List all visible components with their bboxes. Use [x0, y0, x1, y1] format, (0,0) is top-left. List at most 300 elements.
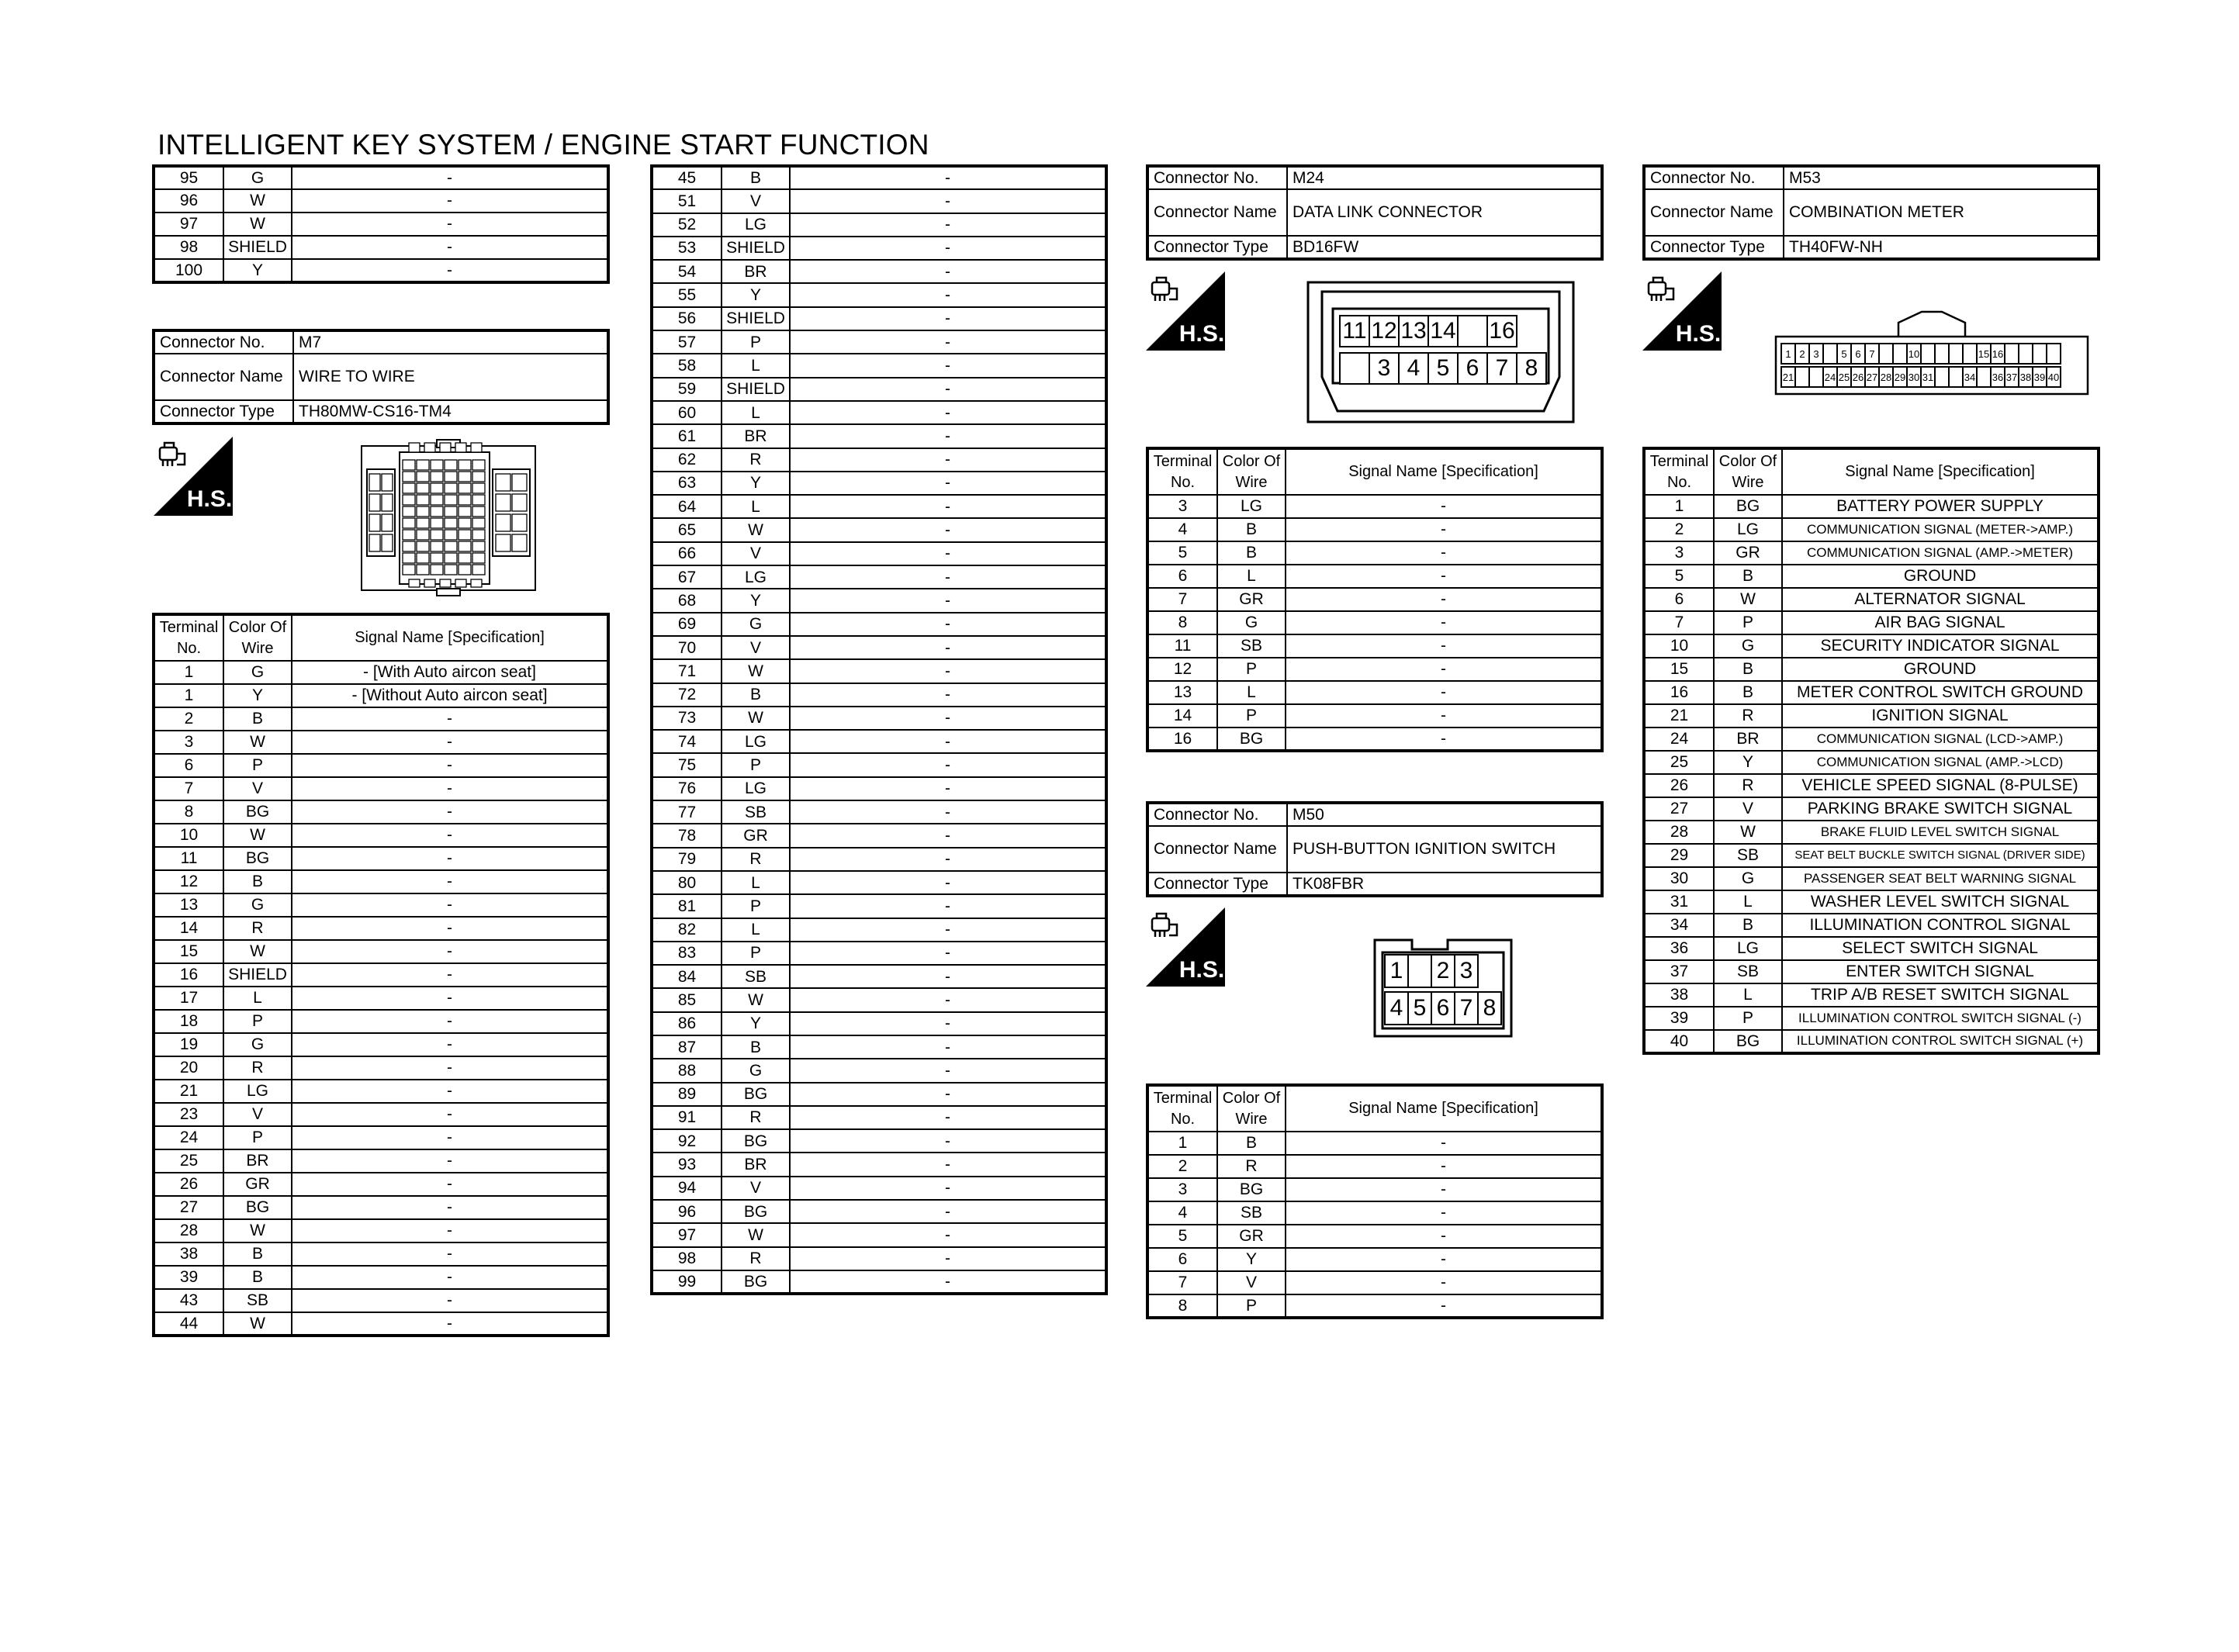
table-row — [1147, 565, 1602, 588]
table-row — [652, 1247, 1106, 1270]
signal-name-cell: - — [790, 683, 1106, 707]
terminal-no-cell: 68 — [652, 589, 722, 612]
terminal-no-cell: 89 — [652, 1083, 722, 1106]
m7-color-header — [223, 614, 292, 661]
wire-color-cell: W — [1714, 588, 1782, 611]
signal-name-cell: - — [292, 1010, 608, 1033]
table-row — [154, 189, 608, 213]
wire-color-cell: BG — [223, 847, 292, 870]
terminal-no-cell: 3 — [1644, 541, 1714, 565]
terminal-no-cell: 87 — [652, 1035, 722, 1059]
table-row — [652, 237, 1106, 260]
connector-pin: 2 — [1794, 343, 1810, 365]
table-row — [652, 1106, 1106, 1129]
table-row — [154, 731, 608, 754]
table-row — [652, 1012, 1106, 1035]
terminal-no-cell: 67 — [652, 565, 722, 589]
m24-hs-label: H.S. — [1178, 321, 1225, 347]
connector-pin — [1948, 366, 1964, 388]
m7-hs-label: H.S. — [186, 486, 233, 512]
wire-color-cell: V — [223, 1103, 292, 1126]
terminal-no-cell: 5 — [1147, 541, 1217, 565]
wire-color-cell: P — [223, 1010, 292, 1033]
table-row — [1147, 1155, 1602, 1178]
signal-name-cell: WASHER LEVEL SWITCH SIGNAL — [1782, 890, 2099, 914]
table-row — [154, 259, 608, 282]
signal-name-cell: - — [292, 893, 608, 917]
wire-color-cell: W — [223, 189, 292, 213]
signal-name-cell: - — [790, 495, 1106, 518]
terminal-header-line2: No. — [176, 639, 202, 657]
signal-name-cell: - — [292, 707, 608, 731]
table-row — [652, 589, 1106, 612]
table-row — [154, 847, 608, 870]
table-row — [1147, 1178, 1602, 1201]
signal-name-cell: - — [1286, 728, 1602, 751]
wire-color-cell: BR — [722, 260, 790, 283]
signal-name-cell: IGNITION SIGNAL — [1782, 704, 2099, 728]
connector-pin: 37 — [2004, 366, 2019, 388]
table-row — [154, 1033, 608, 1056]
signal-name-cell: SEAT BELT BUCKLE SWITCH SIGNAL (DRIVER SIDE) — [1782, 844, 2099, 867]
signal-name-cell: - — [790, 894, 1106, 918]
m24-connector-type: BD16FW — [1287, 236, 1602, 259]
signal-name-cell: - — [790, 354, 1106, 377]
wire-color-cell: P — [1217, 1294, 1286, 1318]
wire-color-cell: LG — [722, 730, 790, 753]
connector-pin: 8 — [1516, 352, 1547, 385]
connector-pin: 15 — [1976, 343, 1992, 365]
terminal-header-line1: Terminal — [1153, 452, 1213, 470]
wire-color-cell: BG — [722, 1083, 790, 1106]
terminal-no-cell: 19 — [154, 1033, 223, 1056]
wire-color-cell: W — [722, 518, 790, 541]
m7-connector-type: TH80MW-CS16-TM4 — [293, 400, 608, 423]
table-row — [652, 613, 1106, 636]
terminal-no-cell: 85 — [652, 988, 722, 1011]
table-row — [154, 1149, 608, 1173]
terminal-no-cell: 43 — [154, 1289, 223, 1312]
wire-color-cell: BR — [223, 1149, 292, 1173]
connector-pin — [1794, 366, 1810, 388]
m53-connector-type-label: Connector Type — [1644, 236, 1784, 259]
table-row — [652, 518, 1106, 541]
connector-pin: 38 — [2018, 366, 2033, 388]
connector-pin: 34 — [1962, 366, 1978, 388]
table-row — [1147, 495, 1602, 518]
signal-name-cell: - — [790, 1083, 1106, 1106]
color-header-line1: Color Of — [1718, 452, 1777, 470]
wire-color-cell: L — [1714, 890, 1782, 914]
terminal-no-cell: 74 — [652, 730, 722, 753]
table-row — [652, 330, 1106, 354]
wire-color-cell: GR — [1714, 541, 1782, 565]
wire-color-cell: B — [1714, 914, 1782, 937]
wire-color-cell: P — [722, 942, 790, 965]
connector-pin: 31 — [1920, 366, 1936, 388]
wire-color-cell: SHIELD — [722, 307, 790, 330]
m7-info-table — [152, 329, 610, 425]
table-row — [1147, 728, 1602, 751]
signal-name-cell: - — [292, 824, 608, 847]
table-row — [154, 236, 608, 259]
wire-color-cell: G — [223, 1033, 292, 1056]
m24-hs-badge-icon — [1146, 271, 1225, 351]
wire-color-cell: G — [223, 661, 292, 684]
wire-color-cell: GR — [1217, 1225, 1286, 1248]
signal-name-cell: - — [292, 1149, 608, 1173]
terminal-no-cell: 10 — [154, 824, 223, 847]
terminal-no-cell: 25 — [154, 1149, 223, 1173]
wire-color-cell: L — [1217, 681, 1286, 704]
table-row — [1147, 704, 1602, 728]
m53-connector-type: TH40FW-NH — [1784, 236, 2099, 259]
terminal-no-cell: 72 — [652, 683, 722, 707]
signal-name-cell: - — [1286, 518, 1602, 541]
signal-name-cell: - — [292, 1242, 608, 1266]
table-row — [652, 1177, 1106, 1200]
signal-name-cell: - — [790, 800, 1106, 824]
m24-info-table — [1146, 164, 1604, 261]
signal-name-cell: - — [790, 1106, 1106, 1129]
connector-pin: 36 — [1990, 366, 2005, 388]
wire-color-cell: SB — [722, 800, 790, 824]
signal-name-cell: - — [790, 659, 1106, 683]
signal-name-cell: METER CONTROL SWITCH GROUND — [1782, 681, 2099, 704]
signal-name-cell: ILLUMINATION CONTROL SIGNAL — [1782, 914, 2099, 937]
signal-name-cell: - — [292, 1173, 608, 1196]
m53-connector-name: COMBINATION METER — [1784, 189, 2099, 236]
signal-name-cell: - — [292, 847, 608, 870]
terminal-no-cell: 10 — [1644, 634, 1714, 658]
terminal-no-cell: 92 — [652, 1129, 722, 1153]
terminal-no-cell: 58 — [652, 354, 722, 377]
wire-color-cell: V — [722, 189, 790, 213]
terminal-no-cell: 7 — [1147, 1271, 1217, 1294]
m53-hs-badge-icon — [1642, 271, 1722, 351]
table-row — [652, 1059, 1106, 1082]
m50-pins-bottom — [1384, 991, 1500, 1025]
wire-color-cell: Y — [722, 1012, 790, 1035]
table-row — [154, 754, 608, 777]
wire-color-cell: LG — [722, 213, 790, 237]
table-row — [652, 636, 1106, 659]
table-row — [154, 940, 608, 963]
signal-name-cell: - — [292, 1289, 608, 1312]
terminal-no-cell: 3 — [1147, 495, 1217, 518]
signal-name-cell: - — [1286, 704, 1602, 728]
m50-connector-type: TK08FBR — [1287, 873, 1602, 896]
col2-terminal-table — [650, 164, 1108, 1295]
wire-color-cell: B — [1714, 681, 1782, 704]
signal-name-cell: COMMUNICATION SIGNAL (METER->AMP.) — [1782, 518, 2099, 541]
table-row — [154, 800, 608, 824]
terminal-no-cell: 34 — [1644, 914, 1714, 937]
wire-color-cell: BG — [1714, 1030, 1782, 1053]
signal-name-cell: - — [292, 777, 608, 800]
wire-color-cell: G — [1217, 611, 1286, 634]
wire-color-cell: P — [1714, 611, 1782, 634]
signal-name-cell: BATTERY POWER SUPPLY — [1782, 495, 2099, 518]
wire-color-cell: B — [223, 707, 292, 731]
table-row — [154, 1080, 608, 1103]
signal-name-cell: ALTERNATOR SIGNAL — [1782, 588, 2099, 611]
signal-name-cell: - — [790, 213, 1106, 237]
terminal-header-line2: No. — [1170, 473, 1196, 491]
color-header-line2: Wire — [241, 639, 274, 657]
signal-name-cell: - — [790, 824, 1106, 847]
connector-pin: 25 — [1836, 366, 1852, 388]
m24-terminal-header — [1147, 448, 1217, 495]
signal-name-cell: - — [1286, 1248, 1602, 1271]
terminal-no-cell: 57 — [652, 330, 722, 354]
m53-connector-name-label: Connector Name — [1644, 189, 1784, 236]
table-row — [652, 213, 1106, 237]
signal-name-cell: - — [1286, 588, 1602, 611]
terminal-no-cell: 6 — [1147, 565, 1217, 588]
m7-connector-name: WIRE TO WIRE — [293, 354, 608, 400]
wire-color-cell: G — [1714, 634, 1782, 658]
signal-name-cell: - — [790, 448, 1106, 472]
table-row — [1644, 565, 2099, 588]
wire-color-cell: B — [1714, 565, 1782, 588]
table-row — [652, 1153, 1106, 1176]
terminal-no-cell: 83 — [652, 942, 722, 965]
wire-color-cell: W — [223, 1219, 292, 1242]
table-row — [1147, 1294, 1602, 1318]
table-row — [1147, 588, 1602, 611]
table-row — [1644, 541, 2099, 565]
table-row — [1147, 1271, 1602, 1294]
wire-color-cell: Y — [223, 684, 292, 707]
signal-name-cell: - — [292, 731, 608, 754]
wire-color-cell: SB — [1217, 1201, 1286, 1225]
m24-connector-name-label: Connector Name — [1147, 189, 1287, 236]
connector-pin: 12 — [1369, 315, 1400, 347]
wire-color-cell: B — [722, 1035, 790, 1059]
terminal-no-cell: 88 — [652, 1059, 722, 1082]
terminal-no-cell: 55 — [652, 283, 722, 306]
signal-name-cell: - — [790, 613, 1106, 636]
table-row — [154, 684, 608, 707]
connector-pin: 29 — [1892, 366, 1908, 388]
table-row — [1644, 821, 2099, 844]
terminal-no-cell: 4 — [1147, 1201, 1217, 1225]
terminal-no-cell: 31 — [1644, 890, 1714, 914]
table-row — [1644, 728, 2099, 751]
terminal-no-cell: 59 — [652, 378, 722, 401]
m50-terminal-table-wrap — [1146, 1083, 1604, 1319]
signal-name-cell: - — [790, 283, 1106, 306]
signal-name-cell: - — [1286, 1225, 1602, 1248]
m7-connector-type-label: Connector Type — [154, 400, 293, 423]
signal-name-cell: VEHICLE SPEED SIGNAL (8-PULSE) — [1782, 774, 2099, 797]
table-row — [652, 1223, 1106, 1246]
signal-name-cell: - — [292, 166, 608, 189]
terminal-no-cell: 36 — [1644, 937, 1714, 960]
terminal-no-cell: 18 — [154, 1010, 223, 1033]
connector-pin: 2 — [1431, 954, 1455, 988]
connector-pin: 1 — [1780, 343, 1796, 365]
terminal-header-line2: No. — [1170, 1110, 1196, 1128]
terminal-no-cell: 38 — [154, 1242, 223, 1266]
m53-terminal-table — [1642, 447, 2100, 1055]
signal-name-cell: - — [1286, 611, 1602, 634]
m24-connector-name: DATA LINK CONNECTOR — [1287, 189, 1602, 236]
wire-color-cell: BR — [722, 424, 790, 448]
table-row — [1644, 1030, 2099, 1053]
wire-color-cell: GR — [722, 824, 790, 847]
m7-info-block — [152, 329, 610, 425]
wire-color-cell: W — [722, 659, 790, 683]
wire-color-cell: P — [1217, 658, 1286, 681]
wire-color-cell: SB — [1714, 960, 1782, 983]
m50-connector-name: PUSH-BUTTON IGNITION SWITCH — [1287, 826, 1602, 873]
signal-name-cell: COMMUNICATION SIGNAL (LCD->AMP.) — [1782, 728, 2099, 751]
connector-pin: 11 — [1339, 315, 1370, 347]
color-header-line1: Color Of — [1222, 1089, 1281, 1107]
table-row — [652, 354, 1106, 377]
table-row — [1644, 495, 2099, 518]
connector-pin: 4 — [1384, 991, 1409, 1025]
terminal-no-cell: 2 — [154, 707, 223, 731]
connector-pin — [1948, 343, 1964, 365]
terminal-no-cell: 78 — [652, 824, 722, 847]
signal-name-cell: SECURITY INDICATOR SIGNAL — [1782, 634, 2099, 658]
table-row — [154, 1126, 608, 1149]
signal-name-cell: PASSENGER SEAT BELT WARNING SIGNAL — [1782, 867, 2099, 890]
terminal-no-cell: 65 — [652, 518, 722, 541]
wire-color-cell: W — [722, 988, 790, 1011]
terminal-no-cell: 3 — [154, 731, 223, 754]
connector-pin: 27 — [1864, 366, 1880, 388]
m50-connector-no: M50 — [1287, 803, 1602, 826]
wire-color-cell: GR — [1217, 588, 1286, 611]
table-row — [1147, 1248, 1602, 1271]
signal-name-cell: - — [1286, 541, 1602, 565]
terminal-no-cell: 39 — [1644, 1007, 1714, 1030]
signal-name-cell: - — [1286, 1294, 1602, 1318]
table-row — [1644, 1007, 2099, 1030]
table-row — [1644, 518, 2099, 541]
wire-color-cell: P — [1714, 1007, 1782, 1030]
wire-color-cell: W — [223, 824, 292, 847]
wire-color-cell: BG — [1714, 495, 1782, 518]
signal-name-cell: COMMUNICATION SIGNAL (AMP.->LCD) — [1782, 751, 2099, 774]
connector-pin — [1457, 315, 1488, 347]
wire-color-cell: Y — [223, 259, 292, 282]
signal-name-cell: - — [790, 1129, 1106, 1153]
wire-color-cell: BG — [722, 1129, 790, 1153]
signal-name-cell: - — [1286, 1178, 1602, 1201]
wire-color-cell: LG — [722, 777, 790, 800]
terminal-no-cell: 54 — [652, 260, 722, 283]
connector-pin — [1339, 352, 1370, 385]
table-row — [154, 824, 608, 847]
wire-color-cell: P — [722, 330, 790, 354]
wire-color-cell: Y — [722, 472, 790, 495]
table-row — [652, 307, 1106, 330]
terminal-no-cell: 100 — [154, 259, 223, 282]
signal-name-cell: - — [292, 1056, 608, 1080]
m53-pins-bottom — [1780, 366, 2060, 388]
wire-color-cell: LG — [1217, 495, 1286, 518]
table-row — [154, 1173, 608, 1196]
signal-name-cell: - — [292, 1126, 608, 1149]
wire-color-cell: G — [223, 166, 292, 189]
terminal-no-cell: 2 — [1644, 518, 1714, 541]
terminal-no-cell: 8 — [1147, 1294, 1217, 1318]
connector-pin: 6 — [1850, 343, 1866, 365]
terminal-no-cell: 75 — [652, 753, 722, 776]
table-row — [652, 659, 1106, 683]
connector-pin: 14 — [1427, 315, 1459, 347]
terminal-no-cell: 30 — [1644, 867, 1714, 890]
m53-connector-no: M53 — [1784, 166, 2099, 189]
wire-color-cell: B — [1217, 541, 1286, 565]
signal-name-cell: - — [790, 730, 1106, 753]
m53-signal-header: Signal Name [Specification] — [1782, 448, 2099, 495]
signal-name-cell: - — [790, 260, 1106, 283]
connector-pin: 7 — [1864, 343, 1880, 365]
table-row — [1147, 681, 1602, 704]
connector-pin — [1892, 343, 1908, 365]
terminal-no-cell: 25 — [1644, 751, 1714, 774]
wire-color-cell: L — [223, 987, 292, 1010]
table-row — [1644, 890, 2099, 914]
connector-pin: 6 — [1457, 352, 1488, 385]
connector-pin: 13 — [1398, 315, 1429, 347]
table-row — [154, 987, 608, 1010]
m50-info-table — [1146, 801, 1604, 897]
signal-name-cell: - — [790, 636, 1106, 659]
terminal-no-cell: 1 — [154, 684, 223, 707]
signal-name-cell: - — [790, 848, 1106, 871]
terminal-no-cell: 38 — [1644, 983, 1714, 1007]
table-row — [1147, 611, 1602, 634]
terminal-no-cell: 3 — [1147, 1178, 1217, 1201]
terminal-no-cell: 21 — [1644, 704, 1714, 728]
terminal-no-cell: 6 — [154, 754, 223, 777]
terminal-no-cell: 97 — [652, 1223, 722, 1246]
signal-name-cell: - — [292, 259, 608, 282]
terminal-no-cell: 86 — [652, 1012, 722, 1035]
connector-pin: 6 — [1431, 991, 1455, 1025]
signal-name-cell: - — [790, 237, 1106, 260]
terminal-no-cell: 14 — [154, 917, 223, 940]
terminal-no-cell: 96 — [154, 189, 223, 213]
signal-name-cell: - — [292, 963, 608, 987]
table-row — [652, 1270, 1106, 1294]
signal-name-cell: SELECT SWITCH SIGNAL — [1782, 937, 2099, 960]
table-row — [652, 189, 1106, 213]
wire-color-cell: L — [1714, 983, 1782, 1007]
wire-color-cell: SHIELD — [223, 963, 292, 987]
wire-color-cell: LG — [223, 1080, 292, 1103]
connector-pin — [1878, 343, 1894, 365]
m24-connector-no: M24 — [1287, 166, 1602, 189]
wire-color-cell: Y — [1714, 751, 1782, 774]
terminal-no-cell: 52 — [652, 213, 722, 237]
m24-info-block — [1146, 164, 1604, 261]
m24-pins-bottom — [1339, 352, 1545, 385]
connector-pin: 5 — [1836, 343, 1852, 365]
m53-color-header — [1714, 448, 1782, 495]
m24-color-header — [1217, 448, 1286, 495]
connector-pin: 7 — [1454, 991, 1479, 1025]
terminal-no-cell: 1 — [154, 661, 223, 684]
terminal-no-cell: 44 — [154, 1312, 223, 1336]
